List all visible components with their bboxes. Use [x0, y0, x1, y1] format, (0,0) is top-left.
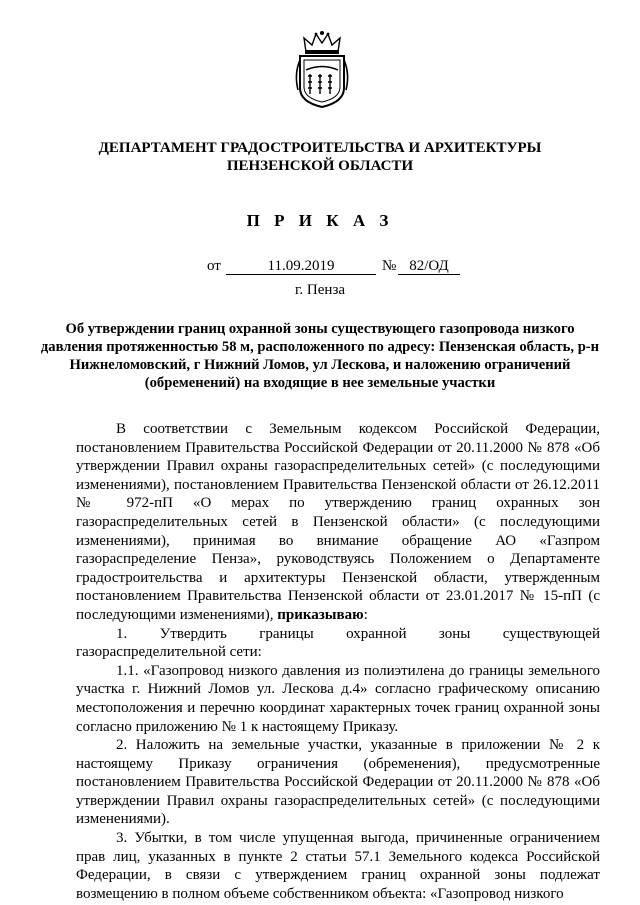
number-prefix: № [382, 258, 397, 274]
paragraph-1-1: 1.1. «Газопровод низкого давления из полиэтилена до границы земельного участка г. Нижний Ломов ул. Лескова д.4» согласно графическому описанию местоположения и перечню координат характерных точек границ охранной зоны согласно приложению № 1 к настоящему Приказу. [76, 662, 600, 735]
order-word: приказываю [277, 606, 364, 623]
intro-paragraph [76, 420, 600, 625]
order-body [76, 420, 600, 903]
order-colon: : [363, 606, 368, 623]
intro-text: В соответствии с Земельным кодексом Российской Федерации, постановлением Правительства Российской Федерации от 20.11.2000 № 878 «Об утверждении Правил охраны газораспределительных сетей» (с последующими изменениями), постановлением Правительства Пензенской области от 26.12.2011 № 972-пП «О мерах по утверждению границ охранных зон газораспределительных сетей в Пензенской области» (с последующими изменениями), принимая во внимание обращение АО «Газпром газораспределение Пенза», руководствуясь Положением о Департаменте градостроительства и архитектуры Пензенской области, утвержденным постановлением Правительства Пензенской области от 23.01.2017 № 15-пП (с последующими изменениями), [76, 421, 600, 623]
paragraph-2: 2. Наложить на земельные участки, указанные в приложении № 2 к настоящему Приказу ограничения (обременения), предусмотренные постановлением Правительства Российской Федерации от 20.11.2000 № 878 «Об утверждении Правил охраны газораспределительных сетей» (с последующими изменениями). [76, 737, 600, 828]
date-prefix: от [207, 258, 221, 274]
department-name-line2: ПЕНЗЕНСКОЙ ОБЛАСТИ [226, 158, 414, 174]
order-subject: Об утверждении границ охранной зоны существующего газопровода низкого давления протяженностью 58 м, расположенного по адресу: Пензенская область, р-н Нижнеломовский, г Нижний Ломов, ул Лескова, и наложению ограничений (обременений) на входящие в нее земельные участки [40, 321, 600, 391]
order-date: 11.09.2019 [267, 258, 335, 274]
order-number: 82/ОД [409, 258, 449, 274]
department-name-line1: ДЕПАРТАМЕНТ ГРАДОСТРОИТЕЛЬСТВА И АРХИТЕКТУРЫ [98, 140, 542, 156]
penza-coat-of-arms-icon [292, 30, 352, 108]
paragraph-3: 3. Убытки, в том числе упущенная выгода, причиненные ограничением прав лиц, указанных в пункте 2 статьи 57.1 Земельного кодекса Российской Федерации, в связи с утверждением границ охранной зоны подлежат возмещению в полном объеме собственником объекта: «Газопровод низкого [76, 830, 600, 902]
city-name: г. Пенза [294, 282, 346, 298]
order-title: П Р И К А З [246, 211, 394, 230]
paragraph-1: 1. Утвердить границы охранной зоны существующей газораспределительной сети: [76, 625, 600, 661]
